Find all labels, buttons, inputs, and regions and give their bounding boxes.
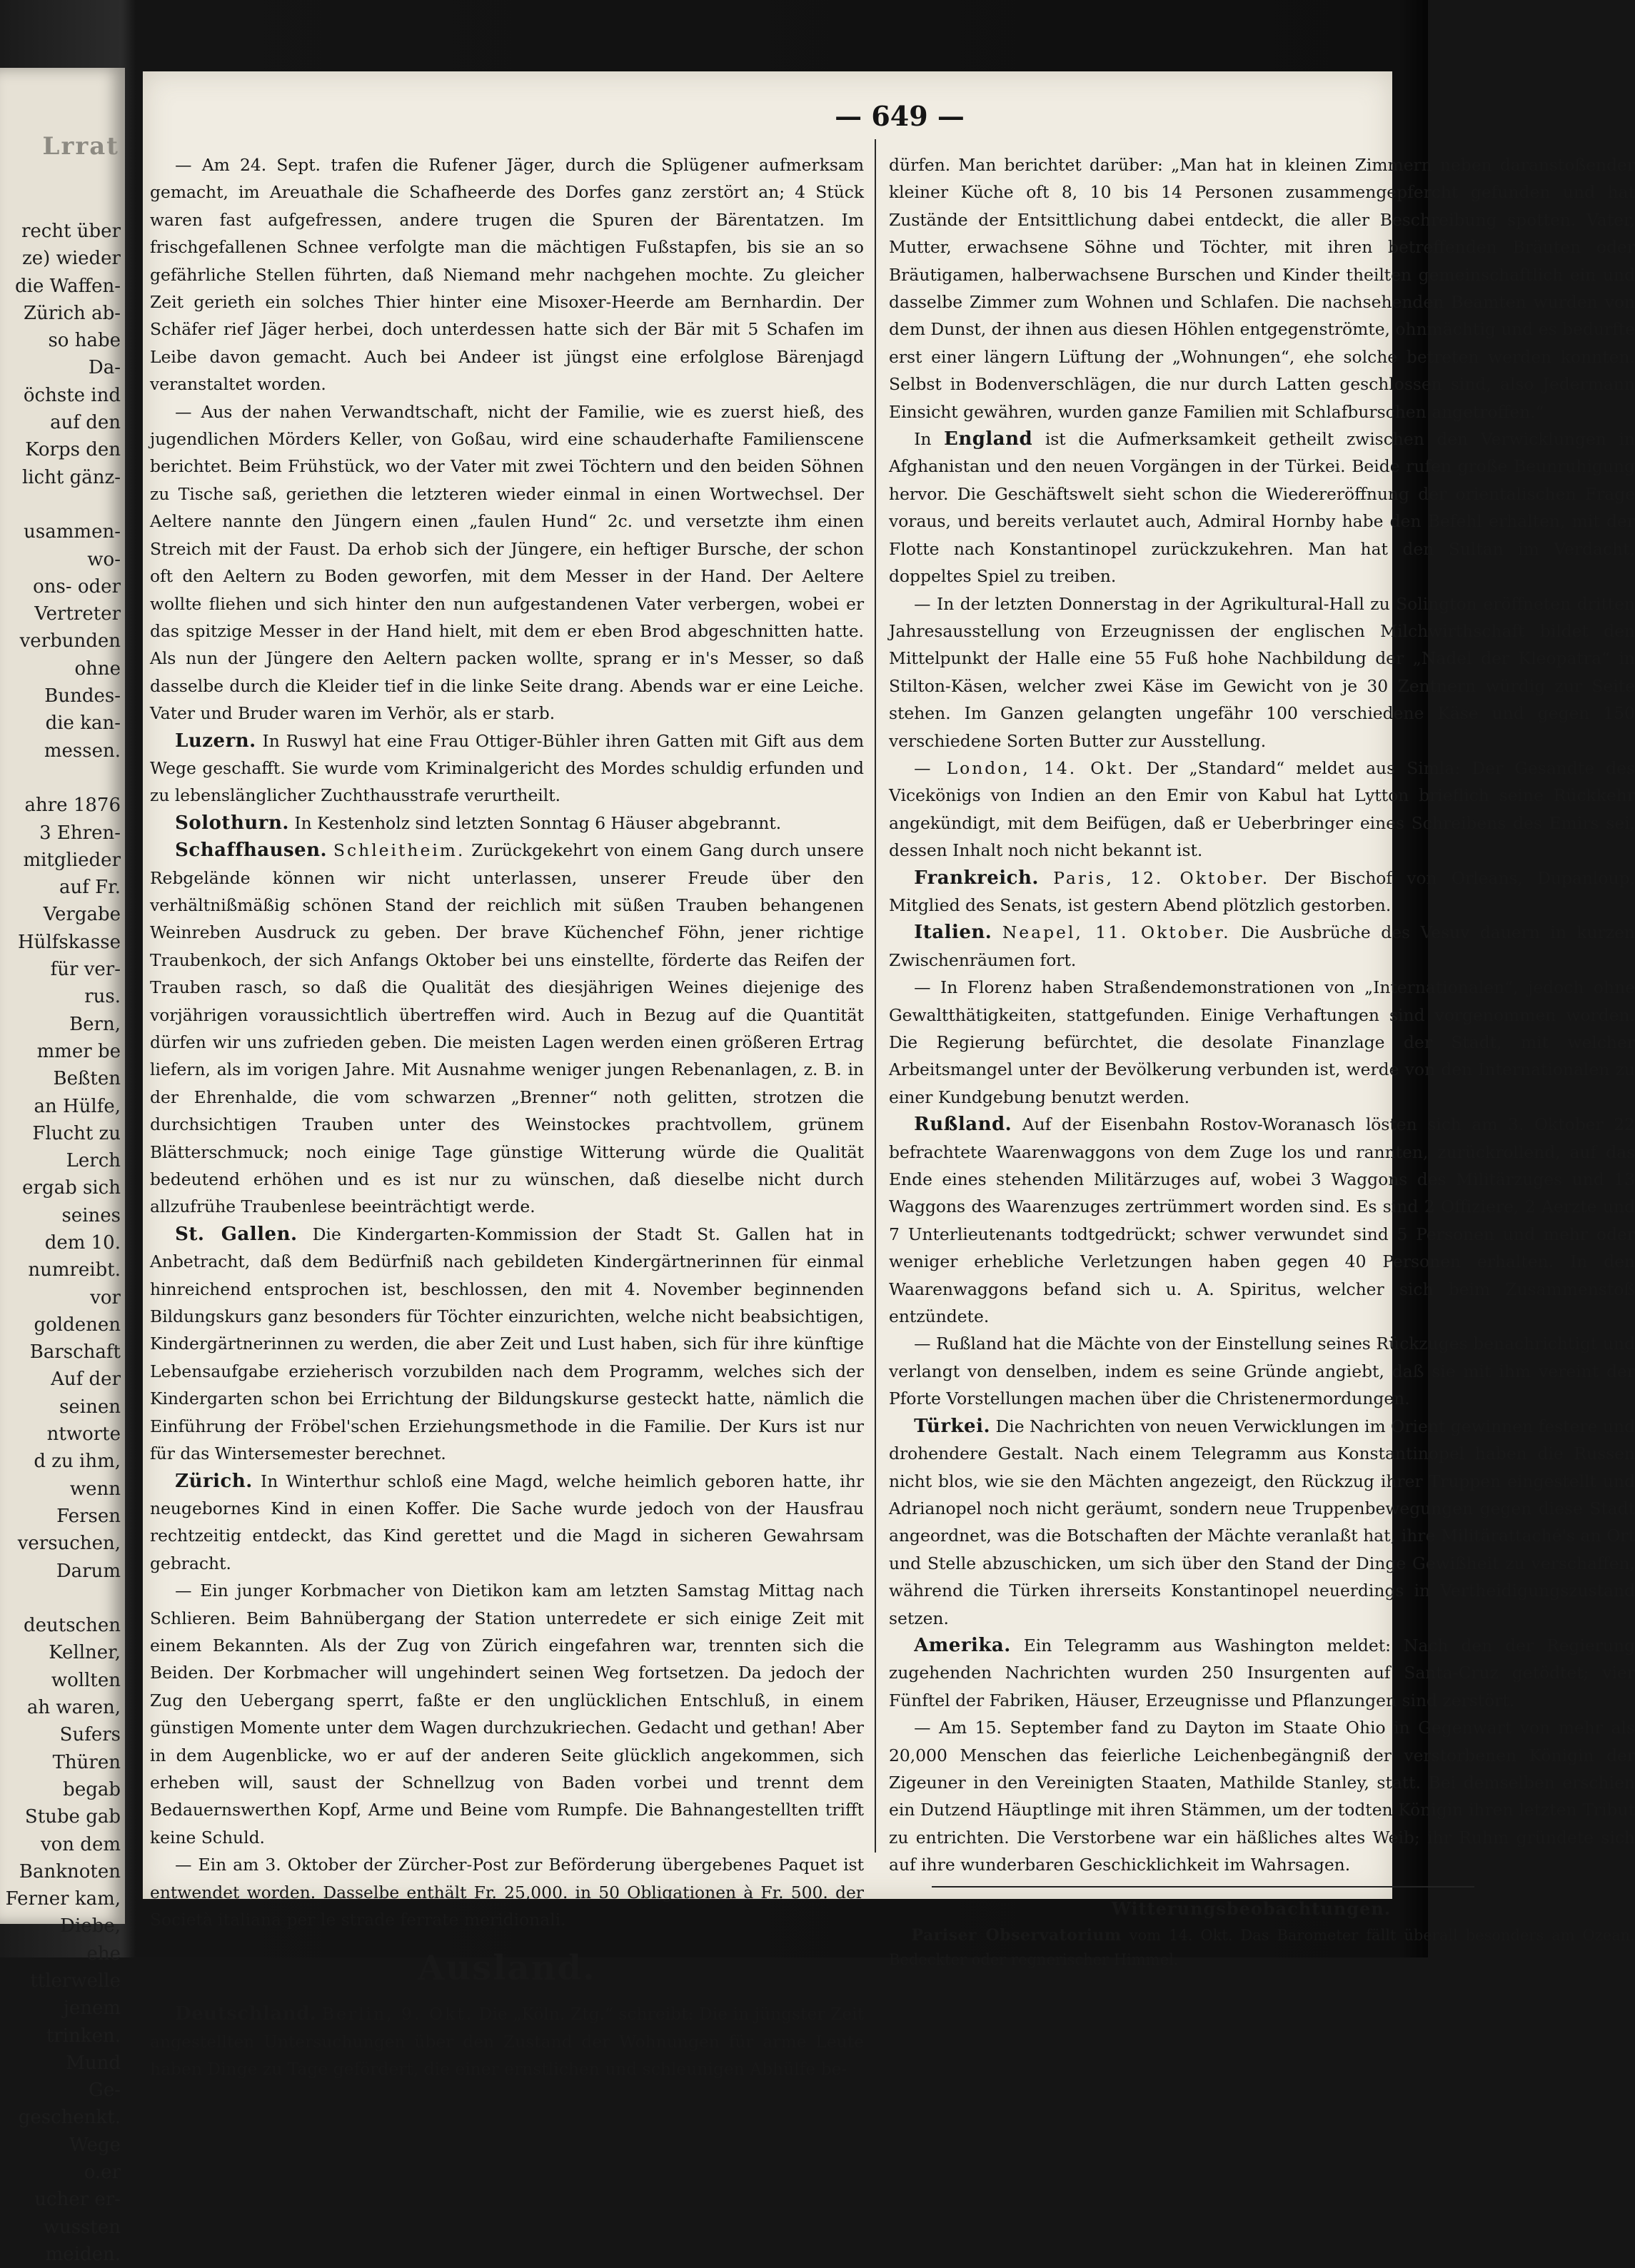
left-fragment-line: Barschaft (29, 1341, 121, 1364)
heading-italien: Italien. (914, 922, 992, 944)
left-fragment-line: seines (61, 1204, 121, 1226)
article-schaffhausen (150, 837, 864, 1221)
left-fragment-line: 3 Ehren- (39, 822, 121, 844)
text-schaffhausen: Zurückgekehrt von einem Gang durch unsere Rebgelände können wir nicht unterlassen, unserer Freude über den verhältnißmäßig schönen Stand der reichlich mit süßen Trauben behangenen Weinreben Ausdruck zu geben. Der brave Küchenchef Föhn, jener richtige Traubenkoch, der sich Anfangs Oktober bei uns einstellte, förderte das Reifen der Trauben rasch, so daß die Qualität des diesjährigen Weines diejenige des vorjährigen voraussichtlich übertreffen wird. Auch in Bezug auf die Quantität dürfen wir uns zufrieden geben. Die meisten Lagen werden einen größeren Ertrag liefern, als im vorigen Jahre. Mit Ausnahme weniger jungen Rebenanlagen, z. B. in der Ehrenhalde, die vom schwarzen „Brenner“ noth gelitten, strotzen die durchsichtigen Trauben unter des Weinstockes prachtvollem, grünem Blätterschmuck; noch einige Tage günstige Witterung würde die Qualität bedeutend erhöhen und es ist nur zu wünschen, daß dieselbe nicht durch allzufrühe Traubenlese beeinträchtigt werde. (150, 840, 864, 1217)
left-fragment-line: ons- oder (33, 575, 121, 598)
left-page-title-fragment: Lrrat (42, 132, 119, 161)
text-london: Der „Standard“ meldet aus Simla: Der Gesandte des Vicekönigs von Indien an den Emir von Kabul hat Lytton brieflich seine Rückkehr angekündigt, mit dem Beifügen, daß er Ueberbringer eines Schreibens des Emirs sei, dessen Inhalt noch nicht bekannt ist. (889, 757, 1635, 861)
place-neapel: Neapel, 11. Oktober. (1002, 922, 1231, 943)
left-fragment-line: ntworte (46, 1423, 121, 1446)
article-solothurn (150, 810, 864, 837)
weather-divider (932, 1886, 1474, 1888)
left-fragment-line: begab (63, 1778, 121, 1800)
text-tuerkei: Die Nachrichten von neuen Verwicklungen im Orient gewinnen festere und drohendere Gestalt. Nach einem Telegramm aus Konstantinopel haben die Russen nicht blos, wie sie den Mächten angezeigt, den Rückzug ihrer Truppen eingestellt und Adrianopel noch nicht geräumt, sondern neue Truppenbewegungen gegen diese Stadt angeordnet, was die Botschaften der Mächte veranlaßt hat, ihre Militärattaché's an Ort und Stelle abzuschicken, um sich über den Stand der Dinge Gewißheit zu verschaffen, während die Türken ihrerseits Konstantinopel neuerdings in Vertheidigungszustand setzen. (889, 1416, 1635, 1628)
left-fragment-line: die Waffen- (15, 275, 121, 297)
article-paquet: — Ein am 3. Oktober der Zürcher-Post zur Beförderung übergebenes Paquet ist entwendet worden. Dasselbe enthält Fr. 25,000. in 50 Obligationen à Fr. 500. der Società italiana per le strade ferrate meridionali. (150, 1855, 864, 1930)
left-fragment-line: vor (90, 1286, 121, 1309)
left-fragment-line: ergab sich (22, 1177, 121, 1199)
left-fragment-line: Diebe, (60, 1915, 121, 1937)
left-fragment-line: wo- (87, 548, 121, 570)
left-fragment-line: öchste ind (23, 384, 121, 406)
heading-tuerkei: Türkei. (914, 1415, 991, 1437)
left-fragment-line: Fersen (56, 1505, 121, 1527)
left-fragment-line: o.er (84, 2162, 121, 2184)
left-fragment-line: mmer be (36, 1040, 121, 1062)
left-fragment-line: so habe (48, 330, 121, 352)
text-st-gallen: Die Kindergarten-Kommission der Stadt St. Gallen hat in Anbetracht, daß dem Bedürfniß nach gebildeten Kindergärtnerinnen für einmal hinreichend entsprochen ist, beschlossen, den mit 4. November beginnenden Bildungskurs ganz besonders für Töchter einzurichten, welche nicht beabsichtigen, Kindergärtnerinnen zu werden, die aber Zeit und Lust haben, sich für ihre künftige Lebensaufgabe erzieherisch vorzubilden nach dem Programm, welches sich der Kindergarten schon bei Errichtung der Bildungskurse gesteckt hatte, nämlich die Einführung der Fröbel'schen Erziehungsmethode in die Familie. Der Kurs ist nur für das Wintersemester berechnet. (150, 1224, 864, 1464)
heading-solothurn: Solothurn. (175, 812, 289, 834)
left-fragment-line: die kan- (45, 712, 121, 735)
text-russland: Auf der Eisenbahn Rostov-Woranasch lösten sich am 3. Oktober 22 befrachtete Waarenwaggons von dem Zuge los und rannten, zurückrollend, auf das Ende eines stehenden Militärzuges auf, wobei 3 Waggons des Militärzuges und 13 Waggons des Waarenzuges zertrümmert worden sind. Es sind 2 Offiziere, 2 Aerzte und 7 Unterlieutenants todtgedrückt; schwer verwundet sind 5 Personen und mehr oder weniger erhebliche Verletzungen haben gegen 40 Personen erhalten. In den Waarenwaggons befand sich u. A. Spiritus, welcher sich beim Zusammenstoß entzündete. (889, 1114, 1635, 1327)
left-fragment-line: ze) wieder (22, 248, 121, 270)
left-fragment-line: verbunden (19, 630, 121, 652)
text-deutschland: Die „Köln. Ztg.“ schreibt: Die in jüngster Zeit angestellten Untersuchungen über den Zustand der Wohnungen für arme Leute haben Dinge zu Tage gefördert, die einer ernstlichen und schleunigen Abhülfe be- (150, 2004, 865, 2080)
weather-title: Witterungsbeobachtungen. (1111, 1897, 1392, 1919)
text-zuerich: In Winterthur schloß eine Magd, welche heimlich geboren hatte, ihr neugebornes Kind in einen Koffer. Die Sache wurde jedoch von der Hausfrau rechtzeitig entdeckt, das Kind gerettet und die Magd in sicheren Gewahrsam gebracht. (150, 1471, 864, 1573)
left-column (150, 151, 864, 2083)
left-fragment-line: geschenkt. (18, 2107, 121, 2129)
left-fragment-line: ahre 1876 (24, 795, 121, 817)
article-frankreich (889, 865, 1635, 919)
left-fragment-line: Ge- (89, 2080, 121, 2102)
left-fragment-line: Hülfskasse (17, 931, 121, 953)
left-fragment-line: goldenen (34, 1314, 121, 1336)
left-fragment-line: usammen- (24, 521, 121, 543)
place-schleitheim: Schleitheim. (333, 840, 466, 861)
article-zuerich (150, 1468, 864, 1578)
left-fragment-line: jenem (63, 1997, 121, 2020)
left-fragment-line: Banknoten (19, 1860, 121, 1883)
left-fragment-line: Mund (66, 2052, 121, 2074)
left-fragment-line: Ferner kam, (5, 1888, 121, 1910)
weather-report (889, 1923, 1635, 1972)
left-fragment-line: Vertreter (34, 603, 121, 625)
article-st-gallen (150, 1221, 864, 1468)
article-italien (889, 919, 1635, 974)
left-page-edge (0, 68, 125, 2265)
article-england: In England ist die Aufmerksamkeit getheilt zwischen den Verwicklungen in Afghanistan und den neuen Vorgängen in der Türkei. Beide rufen große Beunruhigung hervor. Die Geschäftswelt sieht schon die Wiedereröffnung der orientalischen Frage voraus, und bereits verlautet auch, Admiral Hornby habe den Befehl erhalten, mit der Flotte nach Konstantinopel zurückzukehren. Man hat den Sultan im Verdacht, doppeltes Spiel zu treiben. (889, 428, 1635, 587)
heading-luzern: Luzern. (175, 730, 256, 752)
heading-schaffhausen: Schaffhausen. (175, 840, 328, 862)
article-russland (889, 1111, 1635, 1330)
article-dayton: — Am 15. September fand zu Dayton im Staate Ohio in Gegenwart von mehr als 20,000 Menschen das feierliche Leichenbegängniß der verstorbenen Königin der Zigeuner in den Vereinigten Staaten, Mathilde Stanley, statt. Bei demselben erschien ein Dutzend Häuptlinge mit ihren Stämmen, um der todten Königin ihren letzten Tribut zu entrichten. Die Verstorbene war ein häßliches altes Weib; ihr Ruhm gründete sich auf ihre wunderbaren Geschicklichkeit im Wahrsagen. (889, 1718, 1635, 1875)
article-tuerkei (889, 1413, 1635, 1632)
section-title-ausland: Ausland. (418, 1948, 596, 1989)
left-fragment-line (0, 1585, 121, 1612)
left-fragment-line: Da- (88, 357, 121, 379)
newspaper-page (143, 71, 1635, 2080)
left-fragment-line: Auf der (51, 1369, 121, 1391)
page-number: — 649 — (835, 100, 965, 132)
left-fragment-line: Bern, (69, 1013, 121, 1035)
left-fragment-line: d zu ihm, (34, 1451, 121, 1473)
left-fragment-line: Zürich ab- (23, 302, 121, 324)
heading-deutschland: Deutschland. (175, 2003, 317, 2025)
left-page-text-fragment (0, 218, 121, 2268)
left-fragment-line (0, 491, 121, 518)
left-fragment-line: Flucht zu (32, 1122, 121, 1144)
article-mord-gossau: — Aus der nahen Verwandtschaft, nicht der Familie, wie es zuerst hieß, des jugendlichen Mörders Keller, von Goßau, wird eine schauderhafte Familienscene berichtet. Beim Frühstück, wo der Vater mit zwei Töchtern und den beiden Söhnen zu Tische saß, geriethen die letzteren wieder einmal in einen Wortwechsel. Der Aeltere nannte den Jüngern einen „faulen Hund“ 2c. und versetzte ihm einen Streich mit der Faust. Da erhob sich der Jüngere, ein heftiger Bursche, der schon oft den Aeltern zu Boden geworfen, mit dem Messer in der Hand. Der Aeltere wollte fliehen und sich hinter den nun aufgestandenen Vater verbergen, wobei er das spitzige Messer in der Hand hielt, mit dem er eben Brod abgeschnitten hatte. Als nun der Jüngere den Aeltern packen wollte, sprang er in's Messer, so daß dasselbe durch die Kleider tief in die linke Seite drang. Abends war er eine Leiche. Vater und Bruder waren im Verhör, als er starb. (150, 401, 864, 724)
left-fragment-line: Bundes- (44, 685, 121, 707)
left-fragment-line: an Hülfe, (34, 1095, 121, 1117)
left-fragment-line (0, 765, 121, 792)
article-russland-2: — Rußland hat die Mächte von der Einstellung seines Rückzuges benachrichtigt und verlangt von denselben, indem es seine Gründe angiebt, daß sie mit ihm vereint der Pforte Vorstellungen machen über die Christenermordungen. (889, 1334, 1635, 1409)
place-berlin: Berlin, 9. Okt. (321, 2004, 474, 2025)
left-fragment-line: auf Fr. (59, 877, 121, 899)
heading-amerika: Amerika. (914, 1634, 1011, 1656)
left-fragment-line: Lerch (66, 1150, 121, 1172)
left-fragment-line: Korps den (25, 439, 121, 461)
left-fragment-line: ucher er- (34, 2189, 121, 2211)
left-fragment-line: ttlerwelle (30, 1970, 121, 1992)
left-fragment-line: von dem (40, 1833, 121, 1855)
left-fragment-line: messen. (44, 740, 121, 762)
column-rule (875, 139, 876, 1853)
heading-frankreich: Frankreich. (914, 867, 1039, 889)
left-fragment-line: für ver- (50, 959, 121, 981)
text-england: ist die Aufmerksamkeit getheilt zwischen den Verwicklungen in Afghanistan und den neuen Vorgängen in der Türkei. Beide rufen große Beunruhigung hervor. Die Geschäftswelt sieht schon die Wiedereröffnung der orientalischen Frage voraus, und bereits verlautet auch, Admiral Hornby habe den Befehl erhalten, mit der Flotte nach Konstantinopel zurückzukehren. Man hat den Sultan im Verdacht, doppeltes Spiel zu treiben. (889, 429, 1635, 587)
article-luzern (150, 727, 864, 810)
left-fragment-line: auf den (50, 412, 121, 434)
left-fragment-line: numreibt. (28, 1259, 121, 1281)
article-baer: — Am 24. Sept. trafen die Rufener Jäger, durch die Splügener aufmerksam gemacht, im Areuathale die Schafheerde des Dorfes ganz zerstört an; 4 Stück waren fast aufgefressen, andere trugen die Spuren der Bärentatzen. Im frischgefallenen Schnee verfolgte man die mächtigen Fußstapfen, bis sie an so gefährliche Stellen führten, daß Niemand mehr nachgehen mochte. Zu gleicher Zeit gerieth ein solches Thier hinter eine Misoxer-Heerde am Bernhardin. Der Schäfer rief Jäger herbei, doch unterdessen hatte sich der Bär mit 5 Schafen im Leibe davon gemacht. Auch bei Andeer ist jüngst eine erfolglose Bärenjagd veranstaltet worden. (150, 155, 864, 395)
left-fragment-line: Vergabe (43, 904, 121, 926)
left-fragment-line: Wege (69, 2134, 121, 2156)
left-fragment-line: meiden. (45, 2243, 121, 2265)
right-column (889, 151, 1635, 1972)
article-wohnungen-cont: dürfen. Man berichtet darüber: „Man hat in kleinen Zimmern neben daranstoßender kleiner Küche oft 8, 10 bis 14 Personen zusammengepfercht gefunden und hat Zustände der Entsittlichung dabei entdeckt, die aller Beschreibung spotten. Vater, Mutter, erwachsene Söhne und Töchter, mit ihren betreffenden Bräuten oder Bräutigamen, halberwachsene Burschen und Kinder theilten gemeinschaftlich ein und dasselbe Zimmer zum Wohnen und Schlafen. Die nachsehenden Beamten wurden von dem Dunst, der ihnen aus diesen Höhlen entgegenströmte, ohnmächtig und es bedurfte erst einer längern Lüftung der „Wohnungen“, ehe solche betreten werden konnten. Selbst in Bodenverschlägen, die nur durch Latten geschlossen sind, also Jedermann Einsicht gewähren, wurden ganze Familien mit Schlafburschen angetroffen.“ (889, 155, 1635, 422)
left-fragment-line: ah waren, (26, 1697, 121, 1719)
text-solothurn: In Kestenholz sind letzten Sonntag 6 Häuser abgebrannt. (294, 812, 782, 833)
left-fragment-line: rus. (84, 986, 121, 1008)
left-fragment-line: versuchen, (17, 1533, 121, 1555)
left-fragment-line: recht über (21, 221, 121, 242)
article-amerika (889, 1632, 1635, 1714)
left-fragment-line: ohne (74, 657, 121, 680)
article-korbmacher: — Ein junger Korbmacher von Dietikon kam am letzten Samstag Mittag nach Schlieren. Beim Bahnübergang der Station unterredete er sich einige Zeit mit einem Bekannten. Als der Zug von Zürich eingefahren war, trennten sich die Beiden. Der Korbmacher will ungehindert seinen Weg fortsetzen. Da jedoch der Zug den Uebergang sperrt, faßte er den unglücklichen Entschluß, in einem günstigen Momente unter dem Wagen durchzukriechen. Gedacht und gethan! Aber in dem Augenblicke, wo er auf der anderen Seite glücklich angekommen, sich erheben will, saust der Schnellzug von Baden vorbei und trennt dem Bedauernswerthen Kopf, Arme und Beine vom Rumpfe. Die Bahnangestellten trifft keine Schuld. (150, 1581, 864, 1848)
left-fragment-line: deutschen (23, 1615, 121, 1637)
left-fragment-line: mitglieder (23, 849, 121, 871)
text-italien: Die Ausbrüche des Vesuv dauern in kurzen Zwischenräumen fort. (889, 922, 1635, 970)
left-fragment-line: Kellner, (49, 1642, 121, 1664)
left-fragment-line: seinen (59, 1396, 121, 1418)
heading-pariser-observatorium: Pariser Observatorium (911, 1925, 1122, 1945)
text-luzern: In Ruswyl hat eine Frau Ottiger-Bühler ihren Gatten mit Gift aus dem Wege geschafft. Sie wurde vom Kriminalgericht des Mordes schuldig erfunden und zu lebenslänglicher Zuchthausstrafe verurtheilt. (150, 730, 865, 806)
left-fragment-line: Darum (56, 1560, 121, 1582)
heading-zuerich: Zürich. (175, 1470, 253, 1492)
place-london: — London, 14. Okt. (914, 757, 1135, 778)
article-solingen: — In der letzten Donnerstag in der Agrikultural-Hall zu Solington eröffneten dritten Jahresausstellung von Erzeugnissen der englischen Milchwirthschaft bildet den Mittelpunkt der Halle eine 55 Fuß hohe Nachbildung der „Nadel der Kleopatra“ in Stilton-Käsen, welcher zwei Käse im Gewicht von je 30 Zentnern würdig zur Seite stehen. Im Ganzen gelangten ungefähr 100 verschiedene Käse und gegen 150 verschiedene Sorten Butter zur Ausstellung. (889, 593, 1635, 751)
left-fragment-line: Sufers (59, 1724, 121, 1746)
text-frankreich: Der Bischof von Orleans, Dupanloup, Mitglied des Senats, ist gestern Abend plötzlich gestorben. (889, 867, 1635, 915)
left-fragment-line: licht gänz- (21, 466, 121, 488)
left-fragment-line: Stube gab (24, 1806, 121, 1828)
heading-st-gallen: St. Gallen. (175, 1223, 298, 1245)
left-fragment-line: dem 10. (44, 1231, 121, 1254)
article-florenz: — In Florenz haben Straßendemonstrationen von „Internationalen“, jedoch ohne Gewaltthätigkeiten, stattgefunden. Einige Verhaftungen sind vorgenommen worden. Die Regierung befürchtet, die desolate Finanzlage der Stadt, mit welcher Arbeitsmangel unter der Bevölkerung verbunden ist, werde von den Internationalen zu einer Kundgebung benutzt werden. (889, 977, 1635, 1107)
left-fragment-line: Thüren (52, 1751, 121, 1773)
heading-russland: Rußland. (914, 1114, 1012, 1136)
left-fragment-line: trinken. (46, 2025, 121, 2047)
text-amerika: Ein Telegramm aus Washington meldet: Nach den der Regierung zugehenden Nachrichten wurden 250 Insurgenten auf Santa-Cruz getödtet; vier Fünftel der Fabriken, Häuser, Erzeugnisse und Pflanzungen sind zerstört. (889, 1635, 1635, 1710)
left-fragment-line: Beßten (53, 1068, 121, 1090)
left-fragment-line: wenn (69, 1478, 121, 1500)
left-fragment-line: wollten (51, 1669, 121, 1691)
place-paris: Paris, 12. Oktober. (1053, 867, 1270, 888)
heading-england: England (944, 428, 1033, 450)
text-weather: vom 14. Okt. Das Barometer fällt überall besonders am Ozean. Bedeckter oder regnerischer Himmel. (889, 1926, 1635, 1968)
article-deutschland (150, 2000, 864, 2082)
left-fragment-line: wussten (43, 2216, 121, 2238)
left-fragment-line: ehe (86, 1942, 121, 1965)
article-london (889, 755, 1635, 865)
